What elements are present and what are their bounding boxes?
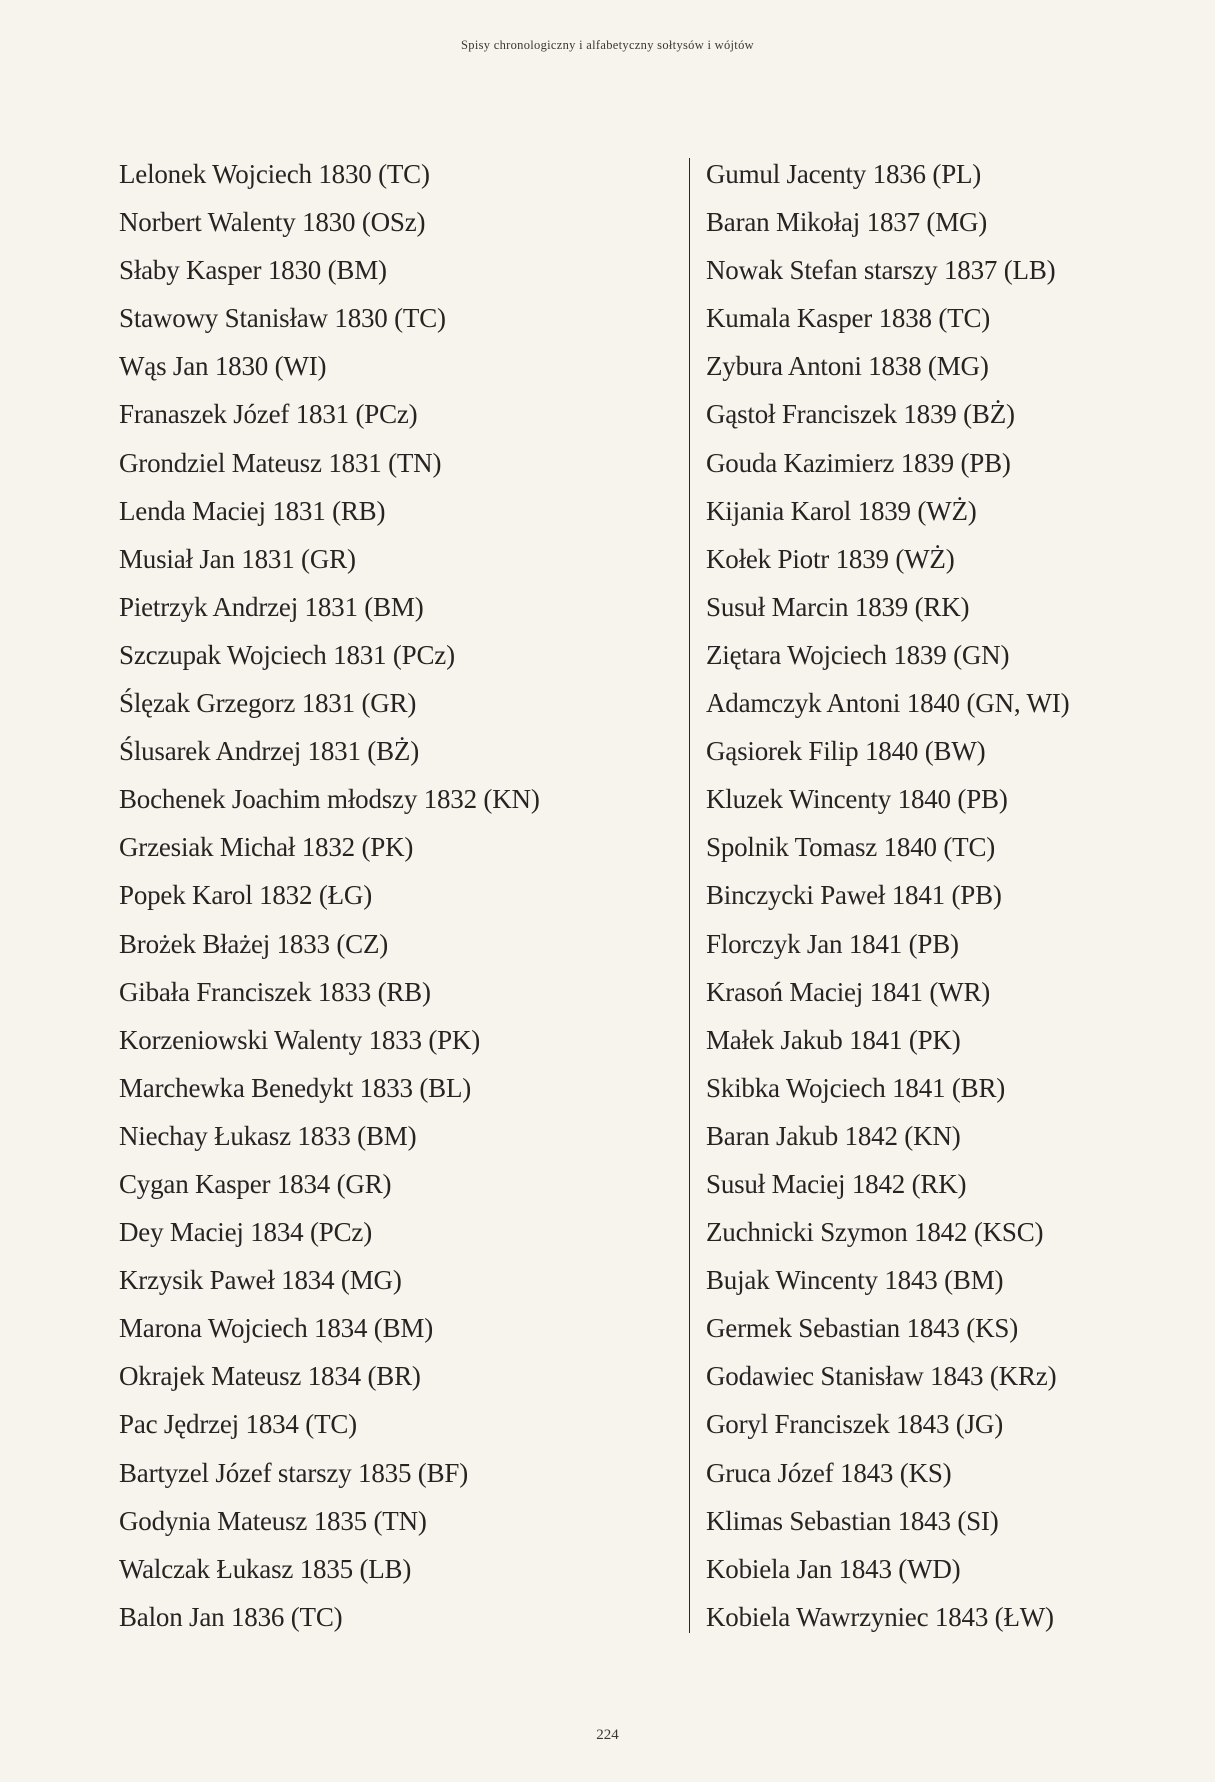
list-entry: Grzesiak Michał 1832 (PK) xyxy=(119,832,414,863)
list-entry: Walczak Łukasz 1835 (LB) xyxy=(119,1553,412,1584)
list-entry: Nowak Stefan starszy 1837 (LB) xyxy=(706,255,1056,286)
list-entry: Germek Sebastian 1843 (KS) xyxy=(706,1313,1018,1344)
list-entry: Niechay Łukasz 1833 (BM) xyxy=(119,1120,417,1151)
list-entry: Gruca Józef 1843 (KS) xyxy=(706,1457,952,1488)
list-entry: Baran Mikołaj 1837 (MG) xyxy=(706,207,988,238)
list-entry: Gąstoł Franciszek 1839 (BŻ) xyxy=(706,399,1015,430)
list-entry: Norbert Walenty 1830 (OSz) xyxy=(119,207,426,238)
list-entry: Susuł Maciej 1842 (RK) xyxy=(706,1168,967,1199)
list-entry: Kijania Karol 1839 (WŻ) xyxy=(706,495,977,526)
list-entry: Pietrzyk Andrzej 1831 (BM) xyxy=(119,591,424,622)
list-entry: Gąsiorek Filip 1840 (BW) xyxy=(706,736,986,767)
list-entry: Florczyk Jan 1841 (PB) xyxy=(706,928,959,959)
list-entry: Godawiec Stanisław 1843 (KRz) xyxy=(706,1361,1057,1392)
list-entry: Wąs Jan 1830 (WI) xyxy=(119,351,327,382)
list-entry: Popek Karol 1832 (ŁG) xyxy=(119,880,372,911)
list-entry: Okrajek Mateusz 1834 (BR) xyxy=(119,1361,421,1392)
running-header: Spisy chronologiczny i alfabetyczny sołtysów i wójtów xyxy=(461,38,754,52)
list-entry: Cygan Kasper 1834 (GR) xyxy=(119,1168,392,1199)
list-entry: Klimas Sebastian 1843 (SI) xyxy=(706,1505,999,1536)
list-entry: Pac Jędrzej 1834 (TC) xyxy=(119,1409,357,1440)
list-entry: Lenda Maciej 1831 (RB) xyxy=(119,495,386,526)
list-entry: Marchewka Benedykt 1833 (BL) xyxy=(119,1072,472,1103)
left-column xyxy=(119,150,679,1641)
list-entry: Bartyzel Józef starszy 1835 (BF) xyxy=(119,1457,469,1488)
list-entry: Franaszek Józef 1831 (PCz) xyxy=(119,399,418,430)
list-entry: Krasoń Maciej 1841 (WR) xyxy=(706,976,991,1007)
list-entry: Słaby Kasper 1830 (BM) xyxy=(119,255,387,286)
list-entry: Binczycki Paweł 1841 (PB) xyxy=(706,880,1002,911)
list-entry: Ślęzak Grzegorz 1831 (GR) xyxy=(119,688,417,719)
list-entry: Ziętara Wojciech 1839 (GN) xyxy=(706,639,1010,670)
list-entry: Kobiela Jan 1843 (WD) xyxy=(706,1553,961,1584)
list-entry: Stawowy Stanisław 1830 (TC) xyxy=(119,303,446,334)
list-entry: Musiał Jan 1831 (GR) xyxy=(119,543,356,574)
list-entry: Kumala Kasper 1838 (TC) xyxy=(706,303,991,334)
list-entry: Krzysik Paweł 1834 (MG) xyxy=(119,1265,402,1296)
list-entry: Zybura Antoni 1838 (MG) xyxy=(706,351,989,382)
list-entry: Godynia Mateusz 1835 (TN) xyxy=(119,1505,427,1536)
list-entry: Dey Maciej 1834 (PCz) xyxy=(119,1217,372,1248)
right-column xyxy=(706,150,1206,1641)
list-entry: Bochenek Joachim młodszy 1832 (KN) xyxy=(119,784,540,815)
list-entry: Ślusarek Andrzej 1831 (BŻ) xyxy=(119,736,419,767)
list-entry: Susuł Marcin 1839 (RK) xyxy=(706,591,970,622)
list-entry: Brożek Błażej 1833 (CZ) xyxy=(119,928,389,959)
list-entry: Kobiela Wawrzyniec 1843 (ŁW) xyxy=(706,1601,1054,1632)
list-entry: Marona Wojciech 1834 (BM) xyxy=(119,1313,434,1344)
list-entry: Balon Jan 1836 (TC) xyxy=(119,1601,343,1632)
list-entry: Kluzek Wincenty 1840 (PB) xyxy=(706,784,1008,815)
list-entry: Szczupak Wojciech 1831 (PCz) xyxy=(119,639,455,670)
list-entry: Korzeniowski Walenty 1833 (PK) xyxy=(119,1024,481,1055)
list-entry: Baran Jakub 1842 (KN) xyxy=(706,1120,961,1151)
list-entry: Gumul Jacenty 1836 (PL) xyxy=(706,159,982,189)
list-entry: Goryl Franciszek 1843 (JG) xyxy=(706,1409,1003,1440)
list-entry: Adamczyk Antoni 1840 (GN, WI) xyxy=(706,688,1070,719)
list-entry: Kołek Piotr 1839 (WŻ) xyxy=(706,543,955,574)
list-entry: Bujak Wincenty 1843 (BM) xyxy=(706,1265,1004,1296)
column-divider xyxy=(689,158,690,1633)
list-entry: Grondziel Mateusz 1831 (TN) xyxy=(119,447,442,478)
list-entry: Lelonek Wojciech 1830 (TC) xyxy=(119,159,430,189)
list-entry: Gouda Kazimierz 1839 (PB) xyxy=(706,447,1011,478)
page-number: 224 xyxy=(596,1727,619,1743)
list-entry: Skibka Wojciech 1841 (BR) xyxy=(706,1072,1006,1103)
list-entry: Gibała Franciszek 1833 (RB) xyxy=(119,976,431,1007)
list-entry: Spolnik Tomasz 1840 (TC) xyxy=(706,832,996,863)
list-entry: Zuchnicki Szymon 1842 (KSC) xyxy=(706,1217,1044,1248)
list-entry: Małek Jakub 1841 (PK) xyxy=(706,1024,961,1055)
